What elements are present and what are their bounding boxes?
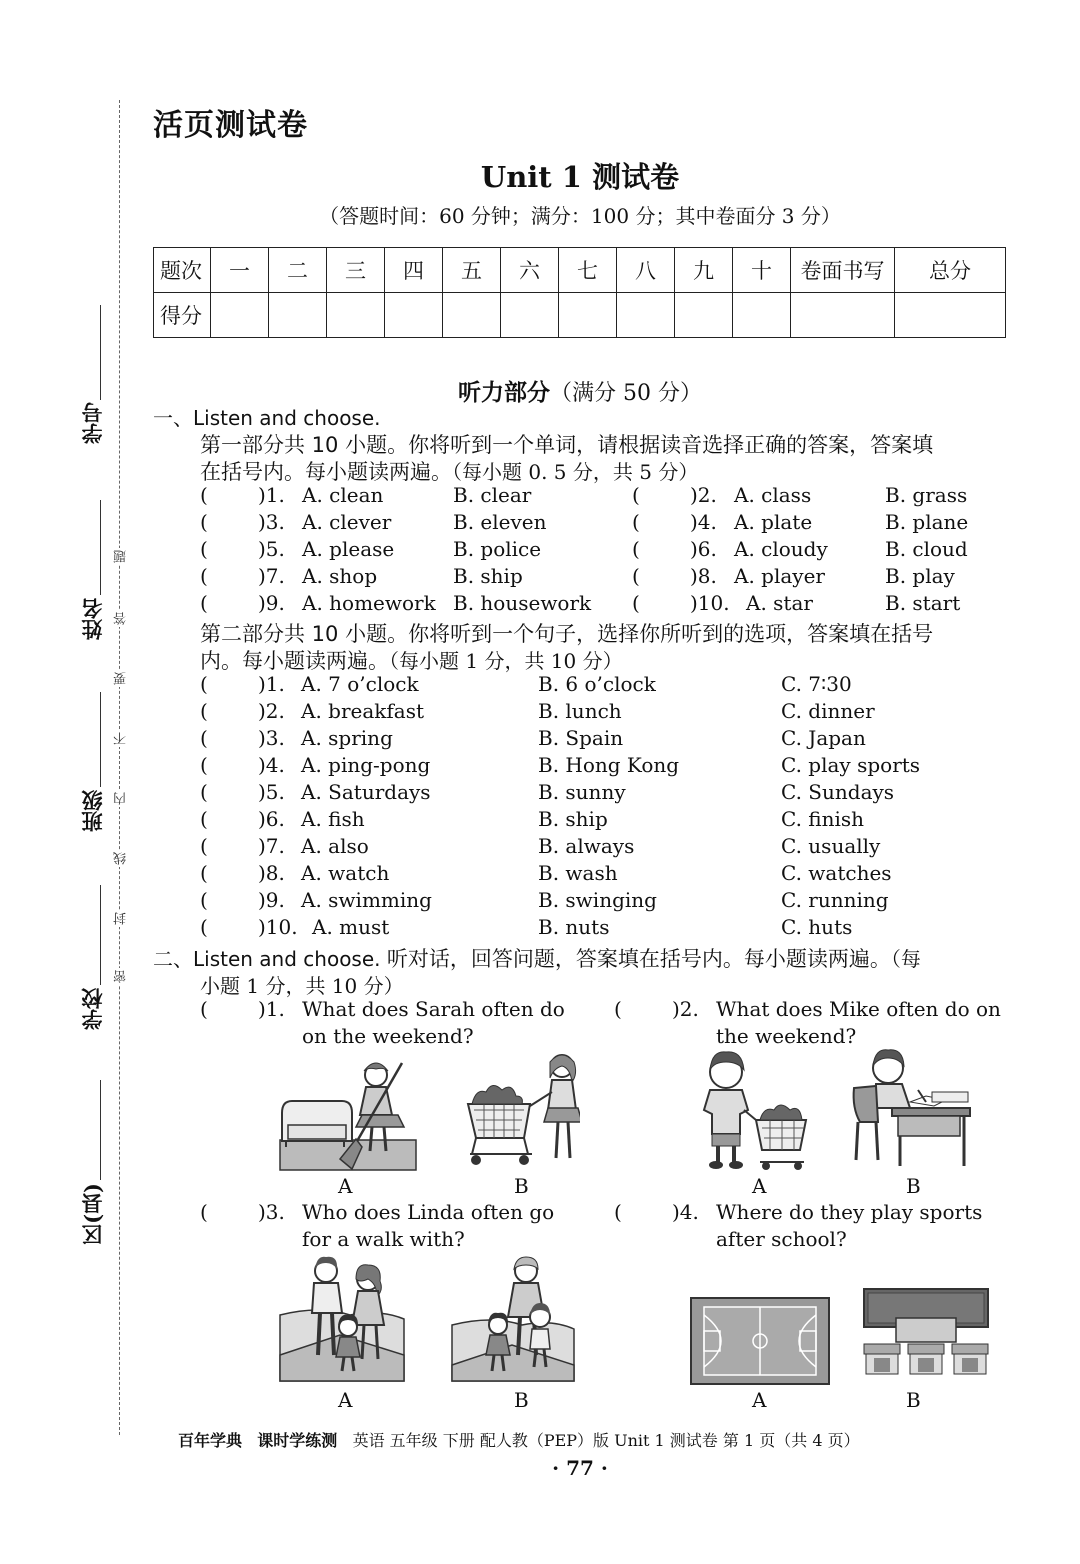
question-text: Where do they play sports xyxy=(716,1200,983,1224)
question-number: )10. xyxy=(258,915,298,939)
option-b: B. Hong Kong xyxy=(538,753,680,777)
option-c: C. 7∶30 xyxy=(781,672,852,696)
footer-info: 英语 五年级 下册 配人教（PEP）版 Unit 1 测试卷 第 1 页（共 4 页） xyxy=(352,1431,860,1450)
option-c: C. huts xyxy=(781,915,853,939)
footer-series: 课时学练测 xyxy=(257,1431,338,1450)
part1-heading: 一、Listen and choose. xyxy=(153,406,381,430)
option-c: C. dinner xyxy=(781,699,875,723)
option-a: A. please xyxy=(302,537,395,561)
picture-mike-shopping xyxy=(700,1050,810,1170)
table-cell: 六 xyxy=(501,248,559,293)
question-number: )6. xyxy=(258,807,285,831)
option-a: A. clean xyxy=(302,483,384,507)
question-text: What does Sarah often do xyxy=(302,997,565,1021)
option-a: A. spring xyxy=(301,726,393,750)
option-b: B. swinging xyxy=(538,888,657,912)
question-number: )1. xyxy=(258,672,285,696)
option-b: B. housework xyxy=(453,591,592,615)
answer-blank[interactable]: ( xyxy=(200,564,208,588)
section-title-text: 听力部分 xyxy=(458,380,550,406)
caption-q4-a: A xyxy=(752,1388,767,1412)
option-a: A. class xyxy=(734,483,812,507)
table-cell: 九 xyxy=(675,248,733,293)
question-number: )6. xyxy=(690,537,717,561)
option-a: A. Saturdays xyxy=(301,780,431,804)
question-number: )9. xyxy=(258,888,285,912)
seal-char: 内 xyxy=(114,792,129,805)
side-blank-name xyxy=(100,500,101,595)
answer-blank[interactable]: ( xyxy=(200,753,208,777)
part2-heading xyxy=(153,943,921,973)
option-a: A. must xyxy=(312,915,390,939)
instruction-text: 在括号内。每小题读两遍。 xyxy=(200,460,452,484)
question-number: )4. xyxy=(690,510,717,534)
option-b: B. police xyxy=(453,537,542,561)
answer-blank[interactable]: ( xyxy=(632,564,640,588)
answer-blank[interactable]: ( xyxy=(200,726,208,750)
question-number: )2. xyxy=(690,483,717,507)
page-subtitle: （答题时间：60 分钟；满分：100 分；其中卷面分 3 分） xyxy=(319,204,841,228)
score-input-cell[interactable] xyxy=(733,293,791,338)
picture-linda-parents xyxy=(278,1255,406,1383)
score-table-score-row xyxy=(154,293,1006,338)
question-text: for a walk with? xyxy=(302,1227,465,1251)
option-b: B. ship xyxy=(453,564,523,588)
option-c: C. Sundays xyxy=(781,780,895,804)
answer-blank[interactable]: ( xyxy=(200,591,208,615)
score-table-header-row xyxy=(154,248,1006,293)
answer-blank[interactable]: ( xyxy=(614,1200,622,1224)
side-label-school: 学校 xyxy=(80,988,105,1030)
table-cell: 卷面书写 xyxy=(791,248,895,293)
option-b: B. nuts xyxy=(538,915,610,939)
question-text: on the weekend? xyxy=(302,1024,474,1048)
page-header: 活页测试卷 xyxy=(153,108,308,143)
side-blank-district xyxy=(100,1080,101,1180)
score-input-cell[interactable] xyxy=(617,293,675,338)
part2-instruction: 听对话，回答问题，答案填在括号内。每小题读两遍。 xyxy=(386,947,891,971)
option-b: B. sunny xyxy=(538,780,626,804)
side-label-name: 姓名 xyxy=(80,598,105,640)
option-b: B. Spain xyxy=(538,726,624,750)
answer-blank[interactable]: ( xyxy=(200,672,208,696)
option-b: B. clear xyxy=(453,483,532,507)
answer-blank[interactable]: ( xyxy=(200,997,208,1021)
table-cell: 五 xyxy=(443,248,501,293)
question-number: )9. xyxy=(258,591,285,615)
part1-instruction: 第二部分共 10 小题。你将听到一个句子，选择你所听到的选项，答案填在括号 xyxy=(200,622,934,646)
option-b: B. lunch xyxy=(538,699,622,723)
part1-instruction xyxy=(200,456,698,486)
picture-mike-homework xyxy=(848,1048,974,1170)
caption-q3-a: A xyxy=(338,1388,353,1412)
option-c: C. watches xyxy=(781,861,892,885)
answer-blank[interactable]: ( xyxy=(614,997,622,1021)
picture-sarah-sweeping xyxy=(278,1055,418,1173)
option-a: A. ping-pong xyxy=(301,753,431,777)
answer-blank[interactable]: ( xyxy=(200,1200,208,1224)
answer-blank[interactable]: ( xyxy=(200,780,208,804)
answer-blank[interactable]: ( xyxy=(632,483,640,507)
question-number: )5. xyxy=(258,780,285,804)
option-a: A. breakfast xyxy=(301,699,425,723)
binding-line xyxy=(119,100,120,1435)
option-b: B. plane xyxy=(885,510,969,534)
option-b: B. ship xyxy=(538,807,608,831)
option-b: B. play xyxy=(885,564,955,588)
answer-blank[interactable]: ( xyxy=(200,699,208,723)
option-a: A. clever xyxy=(302,510,392,534)
question-number: )10. xyxy=(690,591,730,615)
table-cell: 得分 xyxy=(154,293,211,338)
question-number: )3. xyxy=(258,726,285,750)
caption-q4-b: B xyxy=(906,1388,921,1412)
option-a: A. plate xyxy=(734,510,813,534)
score-input-cell[interactable] xyxy=(327,293,385,338)
option-b: B. grass xyxy=(885,483,968,507)
table-cell: 四 xyxy=(385,248,443,293)
score-input-cell[interactable] xyxy=(675,293,733,338)
answer-blank[interactable]: ( xyxy=(200,510,208,534)
option-b: B. eleven xyxy=(453,510,547,534)
table-cell: 总分 xyxy=(895,248,1006,293)
question-text: What does Mike often do on xyxy=(716,997,1001,1021)
seal-char: 密 xyxy=(114,970,129,983)
table-cell: 八 xyxy=(617,248,675,293)
option-a: A. cloudy xyxy=(734,537,828,561)
option-c: C. running xyxy=(781,888,889,912)
answer-blank[interactable]: ( xyxy=(200,483,208,507)
score-input-cell[interactable] xyxy=(385,293,443,338)
answer-blank[interactable]: ( xyxy=(632,510,640,534)
seal-char: 题 xyxy=(114,550,129,563)
page-footer xyxy=(178,1428,860,1451)
score-input-cell[interactable] xyxy=(501,293,559,338)
option-c: C. play sports xyxy=(781,753,921,777)
option-a: A. watch xyxy=(301,861,390,885)
table-cell: 三 xyxy=(327,248,385,293)
table-cell: 题次 xyxy=(154,248,211,293)
side-blank-class xyxy=(100,692,101,787)
question-number: )2. xyxy=(672,997,699,1021)
question-number: )1. xyxy=(258,997,285,1021)
picture-classroom xyxy=(862,1288,990,1380)
caption-q2-b: B xyxy=(906,1174,921,1198)
side-blank-school xyxy=(100,885,101,985)
question-number: )8. xyxy=(690,564,717,588)
caption-q2-a: A xyxy=(752,1174,767,1198)
answer-blank[interactable]: ( xyxy=(200,834,208,858)
answer-blank[interactable]: ( xyxy=(632,591,640,615)
option-b: B. wash xyxy=(538,861,618,885)
part1-instruction xyxy=(200,645,623,675)
picture-linda-grandparent xyxy=(450,1255,576,1383)
question-text: the weekend? xyxy=(716,1024,857,1048)
picture-basketball-court xyxy=(690,1297,830,1385)
score-input-cell[interactable] xyxy=(211,293,269,338)
answer-blank[interactable]: ( xyxy=(200,888,208,912)
instruction-text: 内。每小题读两遍。 xyxy=(200,649,389,673)
option-a: A. 7 o’clock xyxy=(301,672,419,696)
question-number: )5. xyxy=(258,537,285,561)
answer-blank[interactable]: ( xyxy=(200,915,208,939)
answer-blank[interactable]: ( xyxy=(200,861,208,885)
page-number: · 77 · xyxy=(552,1456,608,1480)
caption-q3-b: B xyxy=(514,1388,529,1412)
option-a: A. fish xyxy=(301,807,365,831)
side-label-district: 区(县) xyxy=(80,1183,105,1245)
caption-q1-a: A xyxy=(338,1174,353,1198)
option-b: B. always xyxy=(538,834,635,858)
answer-blank[interactable]: ( xyxy=(632,537,640,561)
question-text: Who does Linda often go xyxy=(302,1200,555,1224)
answer-blank[interactable]: ( xyxy=(200,807,208,831)
option-a: A. player xyxy=(734,564,825,588)
option-b: B. 6 o’clock xyxy=(538,672,656,696)
part2-instruction-tail: （每 xyxy=(890,947,921,971)
question-number: )3. xyxy=(258,510,285,534)
question-number: )7. xyxy=(258,834,285,858)
footer-brand: 百年学典 xyxy=(178,1431,243,1450)
option-c: C. Japan xyxy=(781,726,866,750)
question-text: after school? xyxy=(716,1227,847,1251)
side-label-student-number: 学号 xyxy=(80,402,105,444)
table-cell: 十 xyxy=(733,248,791,293)
option-a: A. swimming xyxy=(301,888,432,912)
seal-char: 要 xyxy=(114,672,129,685)
seal-char: 答 xyxy=(114,612,129,625)
question-number: )3. xyxy=(258,1200,285,1224)
instruction-score: （每小题 1 分，共 10 分） xyxy=(389,649,623,673)
seal-char: 线 xyxy=(114,852,129,865)
question-number: )7. xyxy=(258,564,285,588)
question-number: )4. xyxy=(672,1200,699,1224)
score-input-cell[interactable] xyxy=(559,293,617,338)
section-score: （满分 50 分） xyxy=(550,381,702,406)
answer-blank[interactable]: ( xyxy=(200,537,208,561)
option-b: B. start xyxy=(885,591,961,615)
instruction-score: （每小题 0. 5 分，共 5 分） xyxy=(452,460,699,484)
option-a: A. also xyxy=(301,834,369,858)
score-input-cell[interactable] xyxy=(895,293,1006,338)
question-number: )2. xyxy=(258,699,285,723)
score-table xyxy=(153,247,1006,338)
score-input-cell[interactable] xyxy=(791,293,895,338)
option-a: A. star xyxy=(746,591,813,615)
table-cell: 一 xyxy=(211,248,269,293)
option-a: A. homework xyxy=(302,591,436,615)
table-cell: 二 xyxy=(269,248,327,293)
caption-q1-b: B xyxy=(514,1174,529,1198)
question-number: )1. xyxy=(258,483,285,507)
question-number: )8. xyxy=(258,861,285,885)
question-number: )4. xyxy=(258,753,285,777)
option-a: A. shop xyxy=(302,564,378,588)
side-label-class: 班级 xyxy=(80,790,105,832)
page-title: Unit 1 测试卷 xyxy=(480,160,680,194)
seal-char: 不 xyxy=(114,732,129,745)
table-cell: 七 xyxy=(559,248,617,293)
score-input-cell[interactable] xyxy=(269,293,327,338)
picture-sarah-shopping xyxy=(460,1050,580,1168)
part2-heading-text: 二、Listen and choose. xyxy=(153,947,381,971)
seal-char: 封 xyxy=(114,912,129,925)
option-b: B. cloud xyxy=(885,537,968,561)
part1-instruction: 第一部分共 10 小题。你将听到一个单词，请根据读音选择正确的答案，答案填 xyxy=(200,433,934,457)
option-c: C. finish xyxy=(781,807,865,831)
option-c: C. usually xyxy=(781,834,881,858)
score-input-cell[interactable] xyxy=(443,293,501,338)
part2-instruction-line2: 小题 1 分，共 10 分） xyxy=(200,974,404,998)
